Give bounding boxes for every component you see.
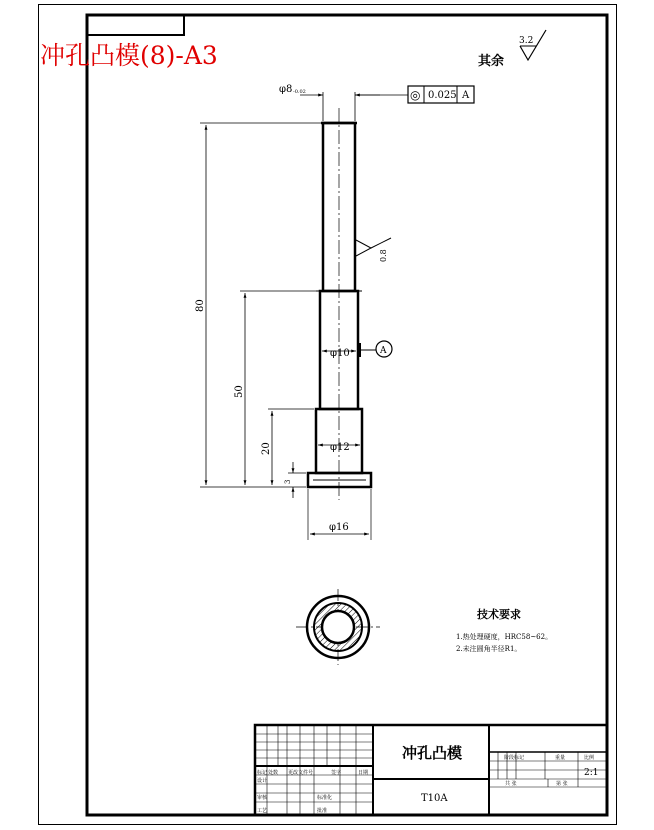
datum-label: A xyxy=(380,346,387,356)
tb-label-weight: 重量 xyxy=(555,755,566,761)
dim-low-dia-text: φ12 xyxy=(330,442,350,453)
dim-head-dia-text: φ16 xyxy=(329,522,349,533)
dim-mid-dia-text: φ10 xyxy=(330,348,350,359)
tb-label-mark: 标记 xyxy=(257,770,268,776)
tech-req-item-2: 2.未注圆角半径R1。 xyxy=(456,645,522,653)
tb-label-standard: 标准化 xyxy=(317,795,333,801)
tb-label-total-sheets: 共 张 xyxy=(505,781,517,787)
scale-value: 2:1 xyxy=(584,768,599,778)
sheet-title: 冲孔凸模(8)-A3 xyxy=(40,41,218,70)
dim-flange-text: 3 xyxy=(284,479,292,484)
roughness-label: 其余 xyxy=(478,54,505,69)
dim-length-mid xyxy=(234,291,318,485)
dim-length-mid-text: 50 xyxy=(234,385,245,398)
tb-label-changefile: 更改文件号 xyxy=(288,770,314,776)
dim-top-dia xyxy=(279,84,408,121)
part-name: 冲孔凸模 xyxy=(402,744,463,762)
tolerance-frame xyxy=(408,86,474,103)
tb-label-design: 设计 xyxy=(257,778,268,784)
dim-length-low xyxy=(261,409,314,485)
tb-label-count: 处数 xyxy=(268,770,279,776)
technical-requirements xyxy=(456,607,552,653)
roughness-symbol xyxy=(519,30,546,60)
inner-frame xyxy=(87,15,607,815)
tb-label-date: 日期 xyxy=(358,770,369,776)
dim-flange xyxy=(284,462,306,498)
outer-border xyxy=(39,5,617,825)
tb-label-check: 审核 xyxy=(257,795,268,801)
dim-length-total-text: 80 xyxy=(195,299,206,312)
dim-length-low-text: 20 xyxy=(261,442,272,455)
dim-length-total xyxy=(195,123,321,487)
dim-top-tol-text: -0.02 xyxy=(293,89,306,95)
tb-label-sign: 签字 xyxy=(331,770,342,776)
dim-head-dia xyxy=(308,489,371,540)
roughness-value: 3.2 xyxy=(519,36,534,46)
tb-label-stage: 阶段标记 xyxy=(504,755,525,761)
tolerance-symbol: ◎ xyxy=(410,88,421,102)
tolerance-datum: A xyxy=(462,90,470,101)
tb-label-scale: 比例 xyxy=(584,755,595,761)
punch-top-view xyxy=(296,589,380,665)
dim-low-dia xyxy=(318,442,360,453)
datum-marker xyxy=(358,341,392,357)
tech-req-heading: 技术要求 xyxy=(477,608,521,621)
dim-mid-dia xyxy=(322,348,356,359)
tech-req-item-1: 1.热处理硬度，HRC58~62。 xyxy=(456,633,553,641)
shaft-roughness xyxy=(356,238,391,262)
tb-label-approve: 批准 xyxy=(317,808,328,814)
corner-code-box xyxy=(87,15,184,35)
shaft-roughness-value: 0.8 xyxy=(379,249,388,262)
tb-label-sheet-no: 第 张 xyxy=(556,781,568,787)
tolerance-value: 0.025 xyxy=(428,90,457,101)
part-material: T10A xyxy=(421,793,448,804)
tb-label-process: 工艺 xyxy=(257,808,268,814)
dim-top-dia-text: φ8 xyxy=(279,84,293,95)
